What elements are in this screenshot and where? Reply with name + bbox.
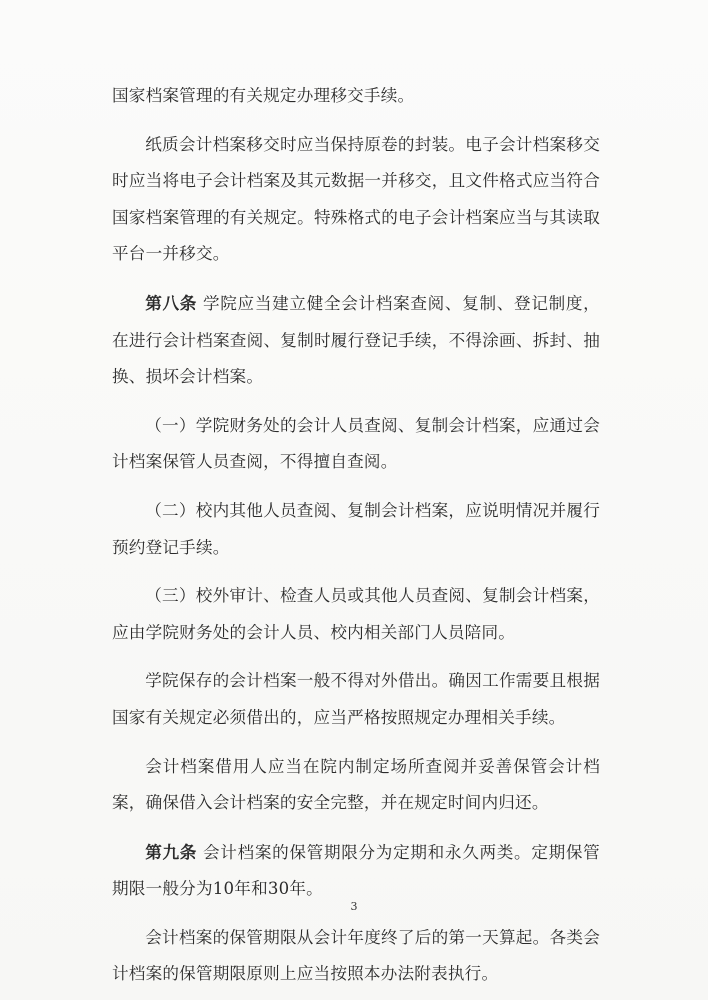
- article-8-heading: 第八条: [145, 292, 198, 313]
- article-9-heading: 第九条: [145, 841, 198, 862]
- paragraph-item-1: （一）学院财务处的会计人员查阅、复制会计档案，应通过会计档案保管人员查阅，不得擅自查阅。: [112, 415, 600, 472]
- article-8-text: 学院应当建立健全会计档案查阅、复制、登记制度，在进行会计档案查阅、复制时履行登记手续，不得涂画、拆封、抽换、损坏会计档案。: [112, 293, 600, 387]
- paragraph-1: 国家档案管理的有关规定办理移交手续。: [112, 86, 415, 105]
- paragraph-lending: 学院保存的会计档案一般不得对外借出。确因工作需要且根据国家有关规定必须借出的，应当严格按照规定办理相关手续。: [112, 671, 600, 727]
- paragraph-item-3: （三）校外审计、检查人员或其他人员查阅、复制会计档案，应由学院财务处的会计人员、校内相关部门人员陪同。: [112, 586, 600, 642]
- article-8: [112, 285, 600, 396]
- paragraph-2: 纸质会计档案移交时应当保持原卷的封装。电子会计档案移交时应当将电子会计档案及其元数据一并移交，且文件格式应当符合国家档案管理的有关规定。特殊格式的电子会计档案应当与其读取平台一并移交。: [112, 134, 600, 264]
- body-text: [112, 78, 600, 993]
- paragraph-retention: 会计档案的保管期限从会计年度终了后的第一天算起。各类会计档案的保管期限原则上应当按照本办法附表执行。: [112, 927, 600, 984]
- paragraph-item-2: （二）校内其他人员查阅、复制会计档案，应说明情况并履行预约登记手续。: [112, 500, 600, 557]
- article-9-text: 会计档案的保管期限分为定期和永久两类。定期保管期限一般分为10年和30年。: [112, 842, 600, 899]
- article-9: [112, 834, 600, 908]
- page-number: 3: [350, 900, 358, 913]
- paragraph-borrower: 会计档案借用人应当在院内制定场所查阅并妥善保管会计档案，确保借入会计档案的安全完整，并在规定时间内归还。: [112, 756, 600, 813]
